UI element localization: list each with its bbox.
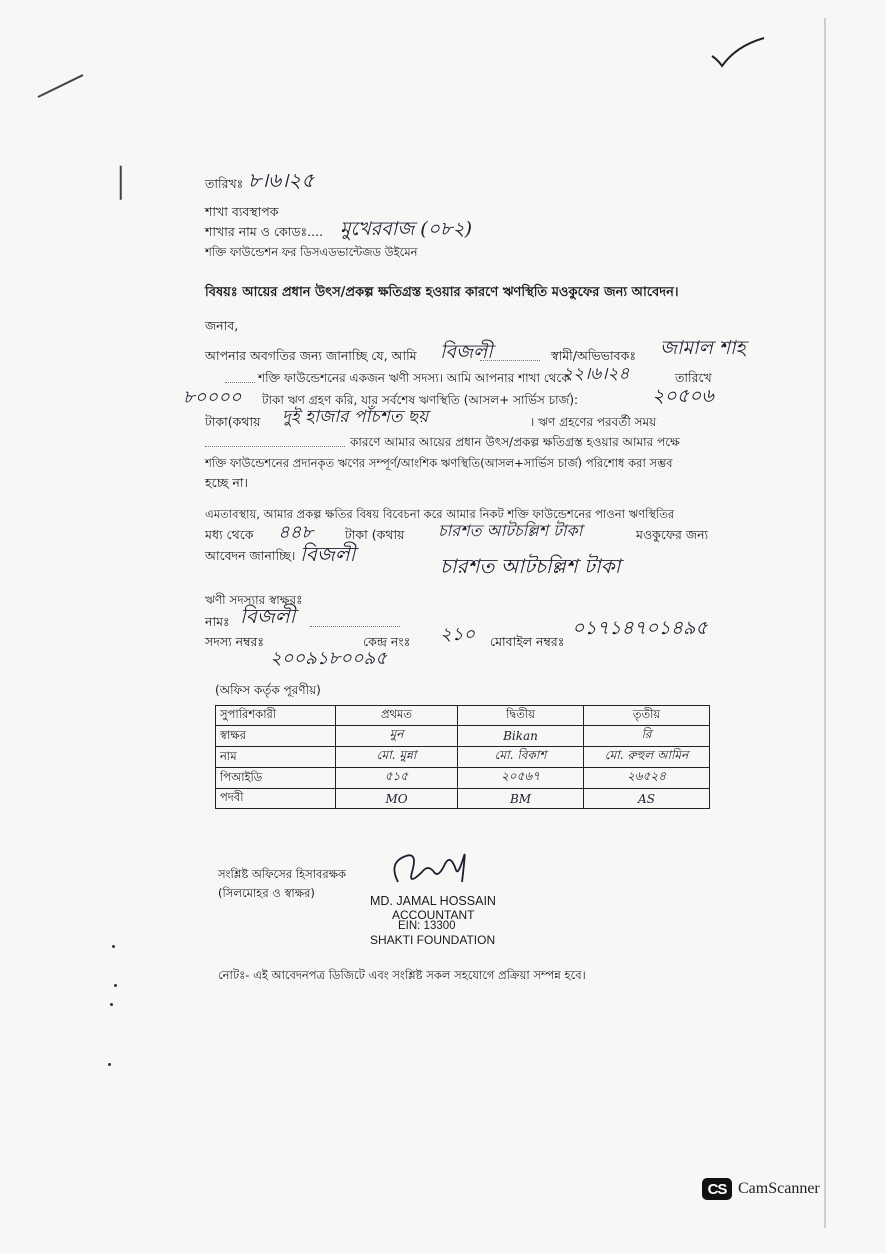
dotted-line <box>480 360 540 361</box>
table-header: সুপারিশকারী <box>216 706 336 726</box>
body-line6: শক্তি ফাউন্ডেশনের প্রদানকৃত ঋণের সম্পূর্ণ/আংশিক ঋণস্থিতি(আসল+সার্ভিস চার্জ) পরিশোধ করা সম্ভব <box>205 456 673 470</box>
body-p2-hand: বিজলী <box>300 542 356 566</box>
subject: বিষয়ঃ আয়ের প্রধান উৎস/প্রকল্প ক্ষতিগ্রস্ত হওয়ার কারণে ঋণস্থিতি মওকুফের জন্য আবেদন। <box>205 285 679 300</box>
body-line3-a: টাকা ঋণ গ্রহণ করি, যার সর্বশেষ ঋণস্থিতি (আসল+ সার্ভিস চার্জ): <box>262 393 579 407</box>
date-value: ৮।৬।২৫ <box>248 168 315 192</box>
address-line2-value: মুখেরবাজ (০৮২) <box>340 218 473 240</box>
body-line3-amount: ৮০০০০ <box>183 387 242 408</box>
office-use-label: (অফিস কর্তৃক পূরণীয়) <box>215 683 321 697</box>
address-line1: শাখা ব্যবস্থাপক <box>205 204 279 219</box>
table-header-row <box>216 706 710 726</box>
body-line2-date: ২২।৬।২৪ <box>562 364 630 384</box>
table-row-label: পদবী <box>216 789 336 809</box>
body-line3-balance: ২০৫০৬ <box>652 385 714 407</box>
table-cell: MO <box>336 789 458 809</box>
member-number-value: ২০০৯১৮০০৯৫ <box>270 648 387 669</box>
table-cell: AS <box>584 789 710 809</box>
body-line2-a: শক্তি ফাউন্ডেশনের একজন ঋণী সদস্য। আমি আপনার শাখা থেকে <box>258 371 570 385</box>
member-center-label: কেন্দ্র নংঃ <box>363 634 411 649</box>
body-p2-amount: ৪৪৮ <box>278 522 314 543</box>
camscanner-logo: CS <box>702 1178 732 1200</box>
stamp-ein: EIN: 13300 <box>398 920 456 932</box>
body-line4-a: টাকা(কথায় <box>205 414 261 429</box>
scan-mark <box>38 74 84 98</box>
table-cell: মুন <box>336 726 458 747</box>
body-p2-line3: আবেদন জানাচ্ছি। <box>205 548 296 563</box>
member-mobile-label: মোবাইল নম্বরঃ <box>490 634 565 649</box>
table-row <box>216 726 710 747</box>
body-p2-line2-b: টাকা (কথায় <box>345 527 405 542</box>
body-line7: হচ্ছে না। <box>205 475 248 490</box>
table-cell: ২৬৫২৪ <box>584 768 710 789</box>
salutation: জনাব, <box>205 318 239 333</box>
body-line4-b: । ঋণ গ্রহণের পরবর্তী সময় <box>530 415 657 429</box>
dotted-line <box>205 446 345 447</box>
body-line1-guardian: জামাল শাহ <box>660 337 746 359</box>
table-row <box>216 789 710 809</box>
date-label: তারিখঃ <box>205 176 244 191</box>
body-line2-b: তারিখে <box>675 370 712 385</box>
accountant-label: সংশ্লিষ্ট অফিসের হিসাবরক্ষক <box>218 867 347 881</box>
body-line1-b: স্বামী/অভিভাবকঃ <box>551 348 636 363</box>
member-mobile-value: ০১৭১৪৭০১৪৯৫ <box>572 617 708 639</box>
address-line2-label: শাখার নাম ও কোডঃ.... <box>205 224 324 239</box>
checkmark-icon <box>708 34 768 70</box>
recommender-table <box>215 705 710 809</box>
table-row-label: পিআইডি <box>216 768 336 789</box>
stamp-org: SHAKTI FOUNDATION <box>370 933 496 947</box>
body-p2-words: চারশত আটচল্লিশ টাকা <box>438 521 583 540</box>
table-row <box>216 768 710 789</box>
stamp-name: MD. JAMAL HOSSAIN <box>370 894 496 908</box>
table-row <box>216 747 710 768</box>
address-line3: শক্তি ফাউন্ডেশন ফর ডিসএডভান্টেজড উইমেন <box>205 245 418 259</box>
table-row-label: স্বাক্ষর <box>216 726 336 747</box>
body-line1-a: আপনার অবগতির জন্য জানাচ্ছি যে, আমি <box>205 348 417 363</box>
body-line5: কারণে আমার আয়ের প্রধান উৎস/প্রকল্প ক্ষতিগ্রস্ত হওয়ার আমার পক্ষে <box>350 435 680 449</box>
scan-dot <box>114 984 117 987</box>
member-number-label: সদস্য নম্বরঃ <box>205 634 265 649</box>
table-header: প্রথমত <box>336 706 458 726</box>
body-p2-line2-c: মওকুফের জন্য <box>636 527 709 542</box>
body-p2-sign: চারশত আটচল্লিশ টাকা <box>440 554 621 578</box>
note: নোটঃ- এই আবেদনপত্র ডিজিটে এবং সংশ্লিষ্ট সকল সহযোগে প্রক্রিয়া সম্পন্ন হবে। <box>218 968 586 982</box>
camscanner-text: CamScanner <box>738 1180 820 1197</box>
table-row-label: নাম <box>216 747 336 768</box>
body-line4-words: দুই হাজার পাঁচশত ছয় <box>282 407 429 427</box>
table-header: তৃতীয় <box>584 706 710 726</box>
table-cell: Bikan <box>458 726 584 747</box>
table-cell: মো. রুহুল আমিন <box>584 747 710 768</box>
scan-dot <box>108 1063 111 1066</box>
scan-mark <box>120 166 122 200</box>
body-p2-line1: এমতাবস্থায়, আমার প্রকল্প ক্ষতির বিষয় বিবেচনা করে আমার নিকট শক্তি ফাউন্ডেশনের পাওনা ঋণস্থিতির <box>205 507 675 521</box>
table-cell: মো. বিকাশ <box>458 747 584 768</box>
accountant-signature <box>378 842 478 894</box>
stamp-title: ACCOUNTANT <box>392 908 475 922</box>
member-center-value: ২১০ <box>440 624 476 645</box>
member-title: ঋণী সদস্যার স্বাক্ষরঃ <box>205 593 303 607</box>
scan-dot <box>110 1003 113 1006</box>
accountant-label2: (সিলমোহর ও স্বাক্ষর) <box>218 886 315 900</box>
table-cell: BM <box>458 789 584 809</box>
scan-dot <box>112 945 115 948</box>
body-p2-line2-a: মধ্য থেকে <box>205 527 254 542</box>
table-cell: ৫১৫ <box>336 768 458 789</box>
table-cell: রি <box>584 726 710 747</box>
dotted-line <box>310 626 400 627</box>
table-cell: ২০৫৬৭ <box>458 768 584 789</box>
body-line1-name: বিজলী <box>440 341 493 363</box>
member-name-label: নামঃ <box>205 614 230 629</box>
table-cell: মো. মুন্না <box>336 747 458 768</box>
table-header: দ্বিতীয় <box>458 706 584 726</box>
page-edge <box>824 18 826 1228</box>
member-name-value: বিজলী <box>240 604 296 628</box>
